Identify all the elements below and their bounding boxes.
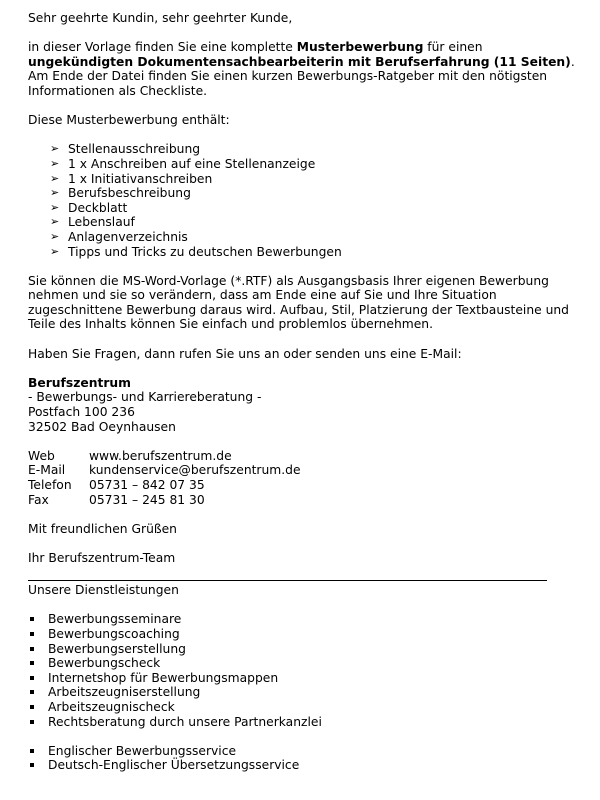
list-item [50,142,588,157]
arrow-bullet-icon: ➢ [50,244,60,258]
list-item-label: Internetshop für Bewerbungsmappen [48,670,279,685]
list-item [28,656,588,671]
services-heading: Unsere Dienstleistungen [28,583,179,598]
list-item-label: Englischer Bewerbungsservice [48,743,237,758]
list-item-label: Berufsbeschreibung [68,186,191,201]
square-bullet-icon [30,647,34,651]
arrow-bullet-icon: ➢ [50,200,60,214]
contact-label: E-Mail [28,463,66,478]
contact-row-email [28,463,588,478]
company-name-text: Berufszentrum [28,375,131,390]
questions-line: Haben Sie Fragen, dann rufen Sie uns an oder senden uns eine E-Mail: [28,346,462,361]
salutation: Sehr geehrte Kundin, sehr geehrter Kunde, [28,11,293,25]
closing: Mit freundlichen Grüßen [28,521,177,536]
list-item-label: Bewerbungscoaching [48,626,180,641]
list-item [50,215,588,230]
list-item [28,758,588,773]
list-item-label: Anlagenverzeichnis [68,229,188,244]
square-bullet-icon [30,676,34,680]
document-page [28,11,588,773]
contact-row-web [28,449,588,464]
company-city: 32502 Bad Oeynhausen [28,419,176,434]
square-bullet-icon [30,763,34,767]
list-item-label: Bewerbungscheck [48,656,161,671]
list-item-label: Arbeitszeugnischeck [48,699,175,714]
list-item-label: 1 x Initiativanschreiben [68,171,213,186]
list-item-label: 1 x Anschreiben auf eine Stellenanzeige [68,156,316,171]
services-list-main [28,612,588,729]
contact-row-phone [28,478,588,493]
square-bullet-icon [30,661,34,665]
contents-list [28,142,588,259]
contact-label: Telefon [28,478,72,492]
contents-heading: Diese Musterbewerbung enthält: [28,113,230,128]
intro-text-1: in dieser Vorlage finden Sie eine komplette [28,40,297,55]
contact-label: Fax [28,492,49,507]
list-item [28,685,588,700]
divider [28,580,547,581]
list-item [28,715,588,730]
list-item-label: Bewerbungsseminare [48,612,182,627]
web-link[interactable]: www.berufszentrum.de [89,448,232,463]
intro-text-3: . Am Ende der Datei finden Sie einen kurzen Bewerbungs-Ratgeber mit den nötigsten Informationen als Checkliste. [28,54,575,98]
list-item [50,245,588,260]
list-item [50,230,588,245]
contact-label: Web [28,448,55,463]
intro-bold-1: Musterbewerbung [296,40,424,55]
list-item-label: Tipps und Tricks zu deutschen Bewerbungen [68,244,342,259]
list-item [28,700,588,715]
rtf-paragraph: Sie können die MS-Word-Vorlage (*.RTF) als Ausgangsbasis Ihrer eigenen Bewerbung nehmen und sie so verändern, dass am Ende eine auf Sie und Ihre Situation zugeschnittene Bewerbung daraus wird. Aufbau, Stil, Platzierung der Textbausteine und Teile des Inhalts können Sie einfach und problemlos übernehmen. [28,273,569,332]
arrow-bullet-icon: ➢ [50,215,60,229]
intro-bold-2: ungekündigten Dokumentensachbearbeiterin mit Berufserfahrung (11 Seiten) [28,54,571,69]
list-item [50,157,588,172]
intro-text-2: für einen [423,40,483,55]
list-item-label: Arbeitszeugniserstellung [48,685,201,700]
contact-row-fax [28,493,588,508]
list-item [50,172,588,187]
arrow-bullet-icon: ➢ [50,186,60,200]
list-item-label: Stellenausschreibung [68,142,201,157]
arrow-bullet-icon: ➢ [50,229,60,243]
phone-value: 05731 – 842 07 35 [89,478,205,492]
arrow-bullet-icon: ➢ [50,156,60,170]
square-bullet-icon [30,617,34,621]
arrow-bullet-icon: ➢ [50,142,60,156]
fax-value: 05731 – 245 81 30 [89,492,205,507]
square-bullet-icon [30,749,34,753]
square-bullet-icon [30,720,34,724]
list-item [50,186,588,201]
list-item [28,642,588,657]
company-name [28,376,588,391]
list-item-label: Lebenslauf [68,215,135,230]
square-bullet-icon [30,632,34,636]
square-bullet-icon [30,705,34,709]
contact-block [28,449,588,507]
company-tagline: - Bewerbungs- und Karriereberatung - [28,390,262,405]
intro-paragraph [28,40,588,98]
list-item [28,612,588,627]
signature: Ihr Berufszentrum-Team [28,550,176,565]
list-item-label: Rechtsberatung durch unsere Partnerkanzlei [48,714,322,729]
arrow-bullet-icon: ➢ [50,171,60,185]
list-item [28,627,588,642]
services-list-english [28,744,588,773]
square-bullet-icon [30,690,34,694]
list-item-label: Deutsch-Englischer Übersetzungsservice [48,758,300,773]
list-item [28,744,588,759]
list-item [28,671,588,686]
company-po-box: Postfach 100 236 [28,405,135,420]
list-item-label: Bewerbungserstellung [48,641,186,656]
list-item [50,201,588,216]
email-link[interactable]: kundenservice@berufszentrum.de [89,463,301,478]
list-item-label: Deckblatt [68,200,128,215]
